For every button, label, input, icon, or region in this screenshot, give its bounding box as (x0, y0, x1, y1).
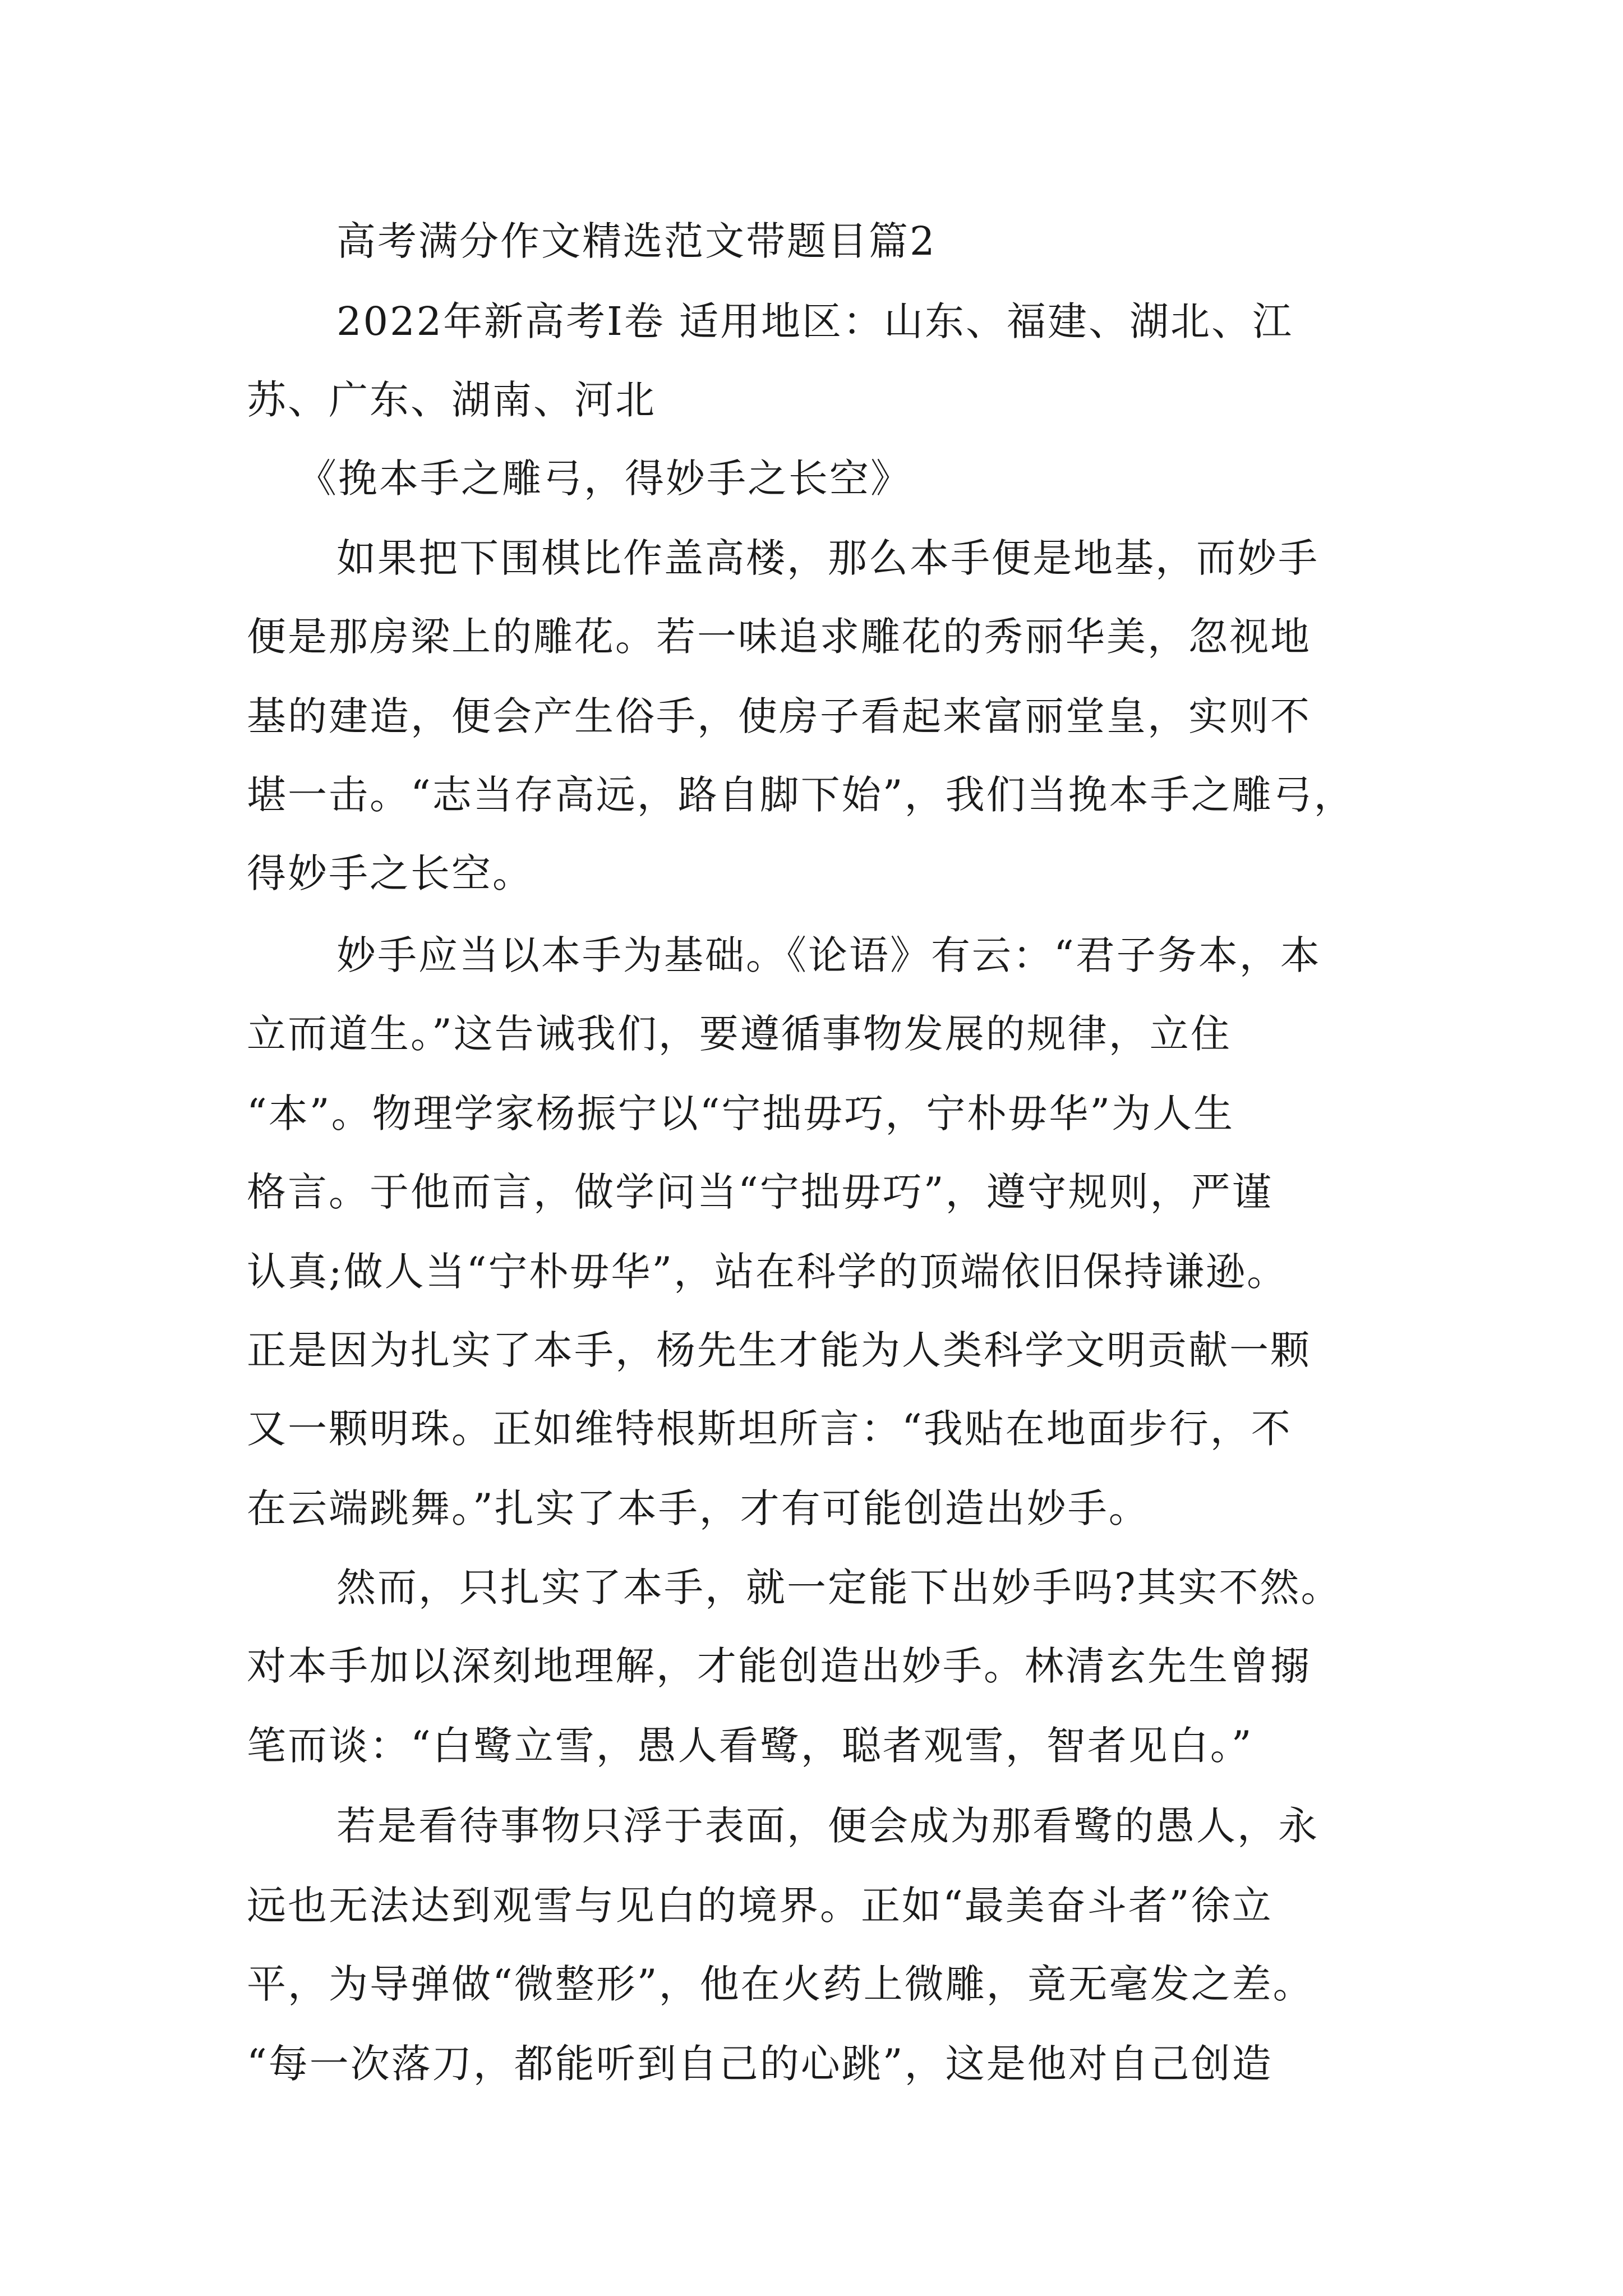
paragraph-line: 在云端跳舞。”扎实了本手，才有可能创造出妙手。 (247, 1485, 1150, 1531)
paragraph-line: “每一次落刀，都能听到自己的心跳”，这是他对自己创造 (247, 2041, 1273, 2087)
paragraph-line: 对本手加以深刻地理解，才能创造出妙手。林清玄先生曾搦 (247, 1643, 1311, 1689)
paragraph-line: 格言。于他而言，做学问当“宁拙毋巧”，遵守规则，严谨 (247, 1169, 1273, 1215)
paragraph-line: 如果把下围棋比作盖高楼，那么本手便是地基，而妙手 (336, 535, 1319, 581)
paragraph-line: 远也无法达到观雪与见白的境界。正如“最美奋斗者”徐立 (247, 1883, 1273, 1929)
paragraph-line: 认真;做人当“宁朴毋华”，站在科学的顶端依旧保持谦逊。 (247, 1249, 1288, 1295)
paragraph-line: 堪一击。“志当存高远，路自脚下始”，我们当挽本手之雕弓， (247, 772, 1355, 818)
paragraph-line: 基的建造，便会产生俗手，使房子看起来富丽堂皇，实则不 (247, 693, 1311, 739)
paragraph-line: “本”。物理学家杨振宁以“宁拙毋巧，宁朴毋华”为人生 (247, 1091, 1235, 1137)
exam-info-line-2: 苏、广东、湖南、河北 (247, 377, 656, 423)
paragraph-line: 得妙手之长空。 (247, 850, 533, 896)
paragraph-line: 平，为导弹做“微整形”，他在火药上微雕，竟无毫发之差。 (247, 1961, 1314, 2007)
essay-title: 《挽本手之雕弓，得妙手之长空》 (297, 455, 911, 501)
paragraph-line: 然而，只扎实了本手，就一定能下出妙手吗?其实不然。 (336, 1565, 1342, 1611)
paragraph-line: 立而道生。”这告诫我们，要遵循事物发展的规律，立住 (247, 1011, 1232, 1057)
paragraph-line: 若是看待事物只浮于表面，便会成为那看鹭的愚人，永 (336, 1803, 1319, 1849)
paragraph-line: 妙手应当以本手为基础。《论语》有云：“君子务本，本 (336, 932, 1321, 978)
exam-info-line-1: 2022年新高考Ⅰ卷 适用地区：山东、福建、湖北、江 (336, 298, 1294, 344)
paragraph-line: 又一颗明珠。正如维特根斯坦所言：“我贴在地面步行，不 (247, 1406, 1292, 1452)
paragraph-line: 便是那房梁上的雕花。若一味追求雕花的秀丽华美，忽视地 (247, 614, 1311, 660)
essay-section-title: 高考满分作文精选范文带题目篇2 (336, 218, 937, 264)
paragraph-line: 正是因为扎实了本手，杨先生才能为人类科学文明贡献一颗 (247, 1327, 1311, 1373)
paragraph-line: 笔而谈：“白鹭立雪，愚人看鹭，聪者观雪，智者见白。” (247, 1723, 1253, 1769)
